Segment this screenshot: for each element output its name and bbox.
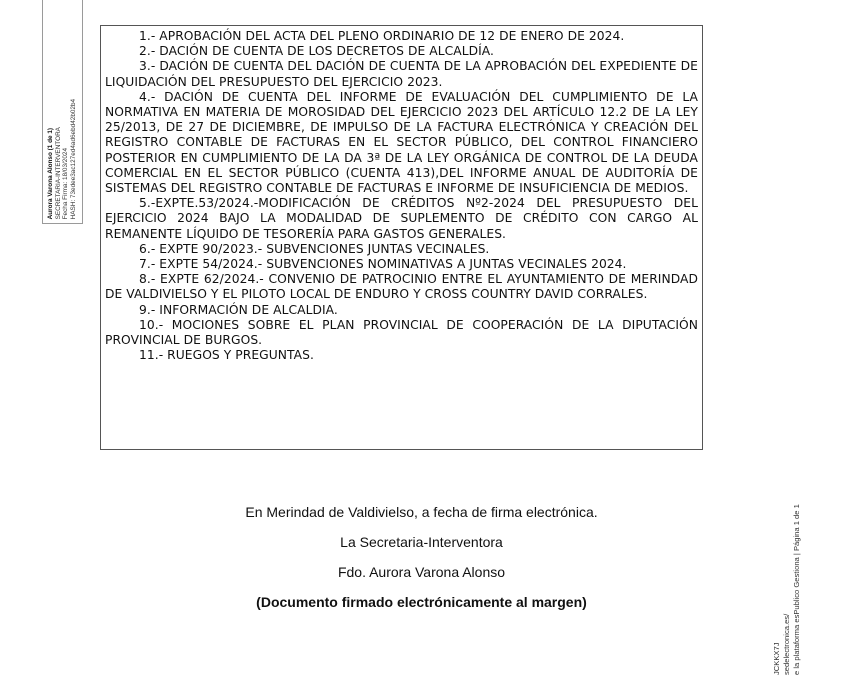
agenda-item: 2.- DACIÓN DE CUENTA DE LOS DECRETOS DE ALCALDÍA. xyxy=(139,44,495,59)
electronic-signature-stamp xyxy=(42,0,83,224)
verification-side-text xyxy=(772,470,802,675)
place-and-date: En Merindad de Valdivielso, a fecha de firma electrónica. xyxy=(245,504,598,520)
agenda-item: 7.- EXPTE 54/2024.- SUBVENCIONES NOMINATIVAS A JUNTAS VECINALES 2024. xyxy=(139,257,627,272)
signed-by: Fdo. Aurora Varona Alonso xyxy=(337,564,506,580)
agenda-item: 9.- INFORMACIÓN DE ALCALDIA. xyxy=(139,302,338,317)
verification-url: sedelectronica.es/ xyxy=(782,613,791,675)
platform-page-info: e la plataforma esPublico Gestiona | Página 1 de 1 xyxy=(792,504,801,675)
agenda-item: 1.- APROBACIÓN DEL ACTA DEL PLENO ORDINARIO DE 12 DE ENERO DE 2024. xyxy=(139,29,625,43)
signer-role: SECRETARIA-INTERVENTORA xyxy=(54,126,62,219)
signature-date: Fecha Firma: 18/03/2024 xyxy=(62,147,70,219)
signature-stamp-text xyxy=(47,99,77,219)
agenda-item: 3.- DACIÓN DE CUENTA DEL DACIÓN DE CUENTA DE LA APROBACIÓN DEL EXPEDIENTE DE LIQUIDACIÓN DEL PRESUPUESTO DEL EJERCICIO 2023. xyxy=(105,59,698,89)
agenda-box xyxy=(100,25,703,450)
agenda-item: 8.- EXPTE 62/2024.- CONVENIO DE PATROCINIO ENTRE EL AYUNTAMIENTO DE MERINDAD DE VALDIVIELSO Y EL PILOTO LOCAL DE ENDURO Y CROSS COUNTRY DAVID CORRALES. xyxy=(105,272,698,302)
agenda-item: 11.- RUEGOS Y PREGUNTAS. xyxy=(139,348,314,363)
signer-role-label: La Secretaria-Interventora xyxy=(340,534,503,550)
signature-hash: HASH: 73edee3ac127ed4ad6ebd42b02b4 xyxy=(69,98,77,219)
signer-name: Aurora Varona Alonso (1 de 1) xyxy=(47,127,54,219)
agenda-item: 5.-EXPTE.53/2024.-MODIFICACIÓN DE CRÉDITOS Nº2-2024 DEL PRESUPUESTO DEL EJERCICIO 2024 BAJO LA MODALIDAD DE SUPLEMENTO DE CRÉDITO CON CARGO AL REMANENTE LÍQUIDO DE TESORERÍA PARA GASTOS GENERALES. xyxy=(105,196,698,241)
signature-block xyxy=(0,500,843,620)
agenda-item: 4.- DACIÓN DE CUENTA DEL INFORME DE EVALUACIÓN DEL CUMPLIMIENTO DE LA NORMATIVA EN MATERIA DE MOROSIDAD DEL EJERCICIO 2023 DEL ARTÍCULO 12.2 DE LA LEY 25/2013, DE 27 DE DICIEMBRE, DE IMPULSO DE LA FACTURA ELECTRÓNICA Y CREACIÓN DEL REGISTRO CONTABLE DE FACTURAS EN EL SECTOR PÚBLICO, DEL CONTROL FINANCIERO POSTERIOR EN CUMPLIMIENTO DE LA DA 3ª DE LA LEY ORGÁNICA DE CONTROL DE LA DEUDA COMERCIAL EN EL SECTOR PÚBLICO (CUENTA 413),DEL INFORME ANUAL DE AUDITORÍA DE SISTEMAS DEL REGISTRO CONTABLE DE FACTURAS E INFORME DE INSUFICIENCIA DE MEDIOS. xyxy=(105,89,698,196)
verification-code: JCKKX7J xyxy=(772,642,781,675)
electronic-signature-note: (Documento firmado electrónicamente al margen) xyxy=(256,594,587,610)
agenda-item: 6.- EXPTE 90/2023.- SUBVENCIONES JUNTAS VECINALES. xyxy=(139,241,490,256)
agenda-item: 10.- MOCIONES SOBRE EL PLAN PROVINCIAL DE COOPERACIÓN DE LA DIPUTACIÓN PROVINCIAL DE BURGOS. xyxy=(105,317,698,348)
